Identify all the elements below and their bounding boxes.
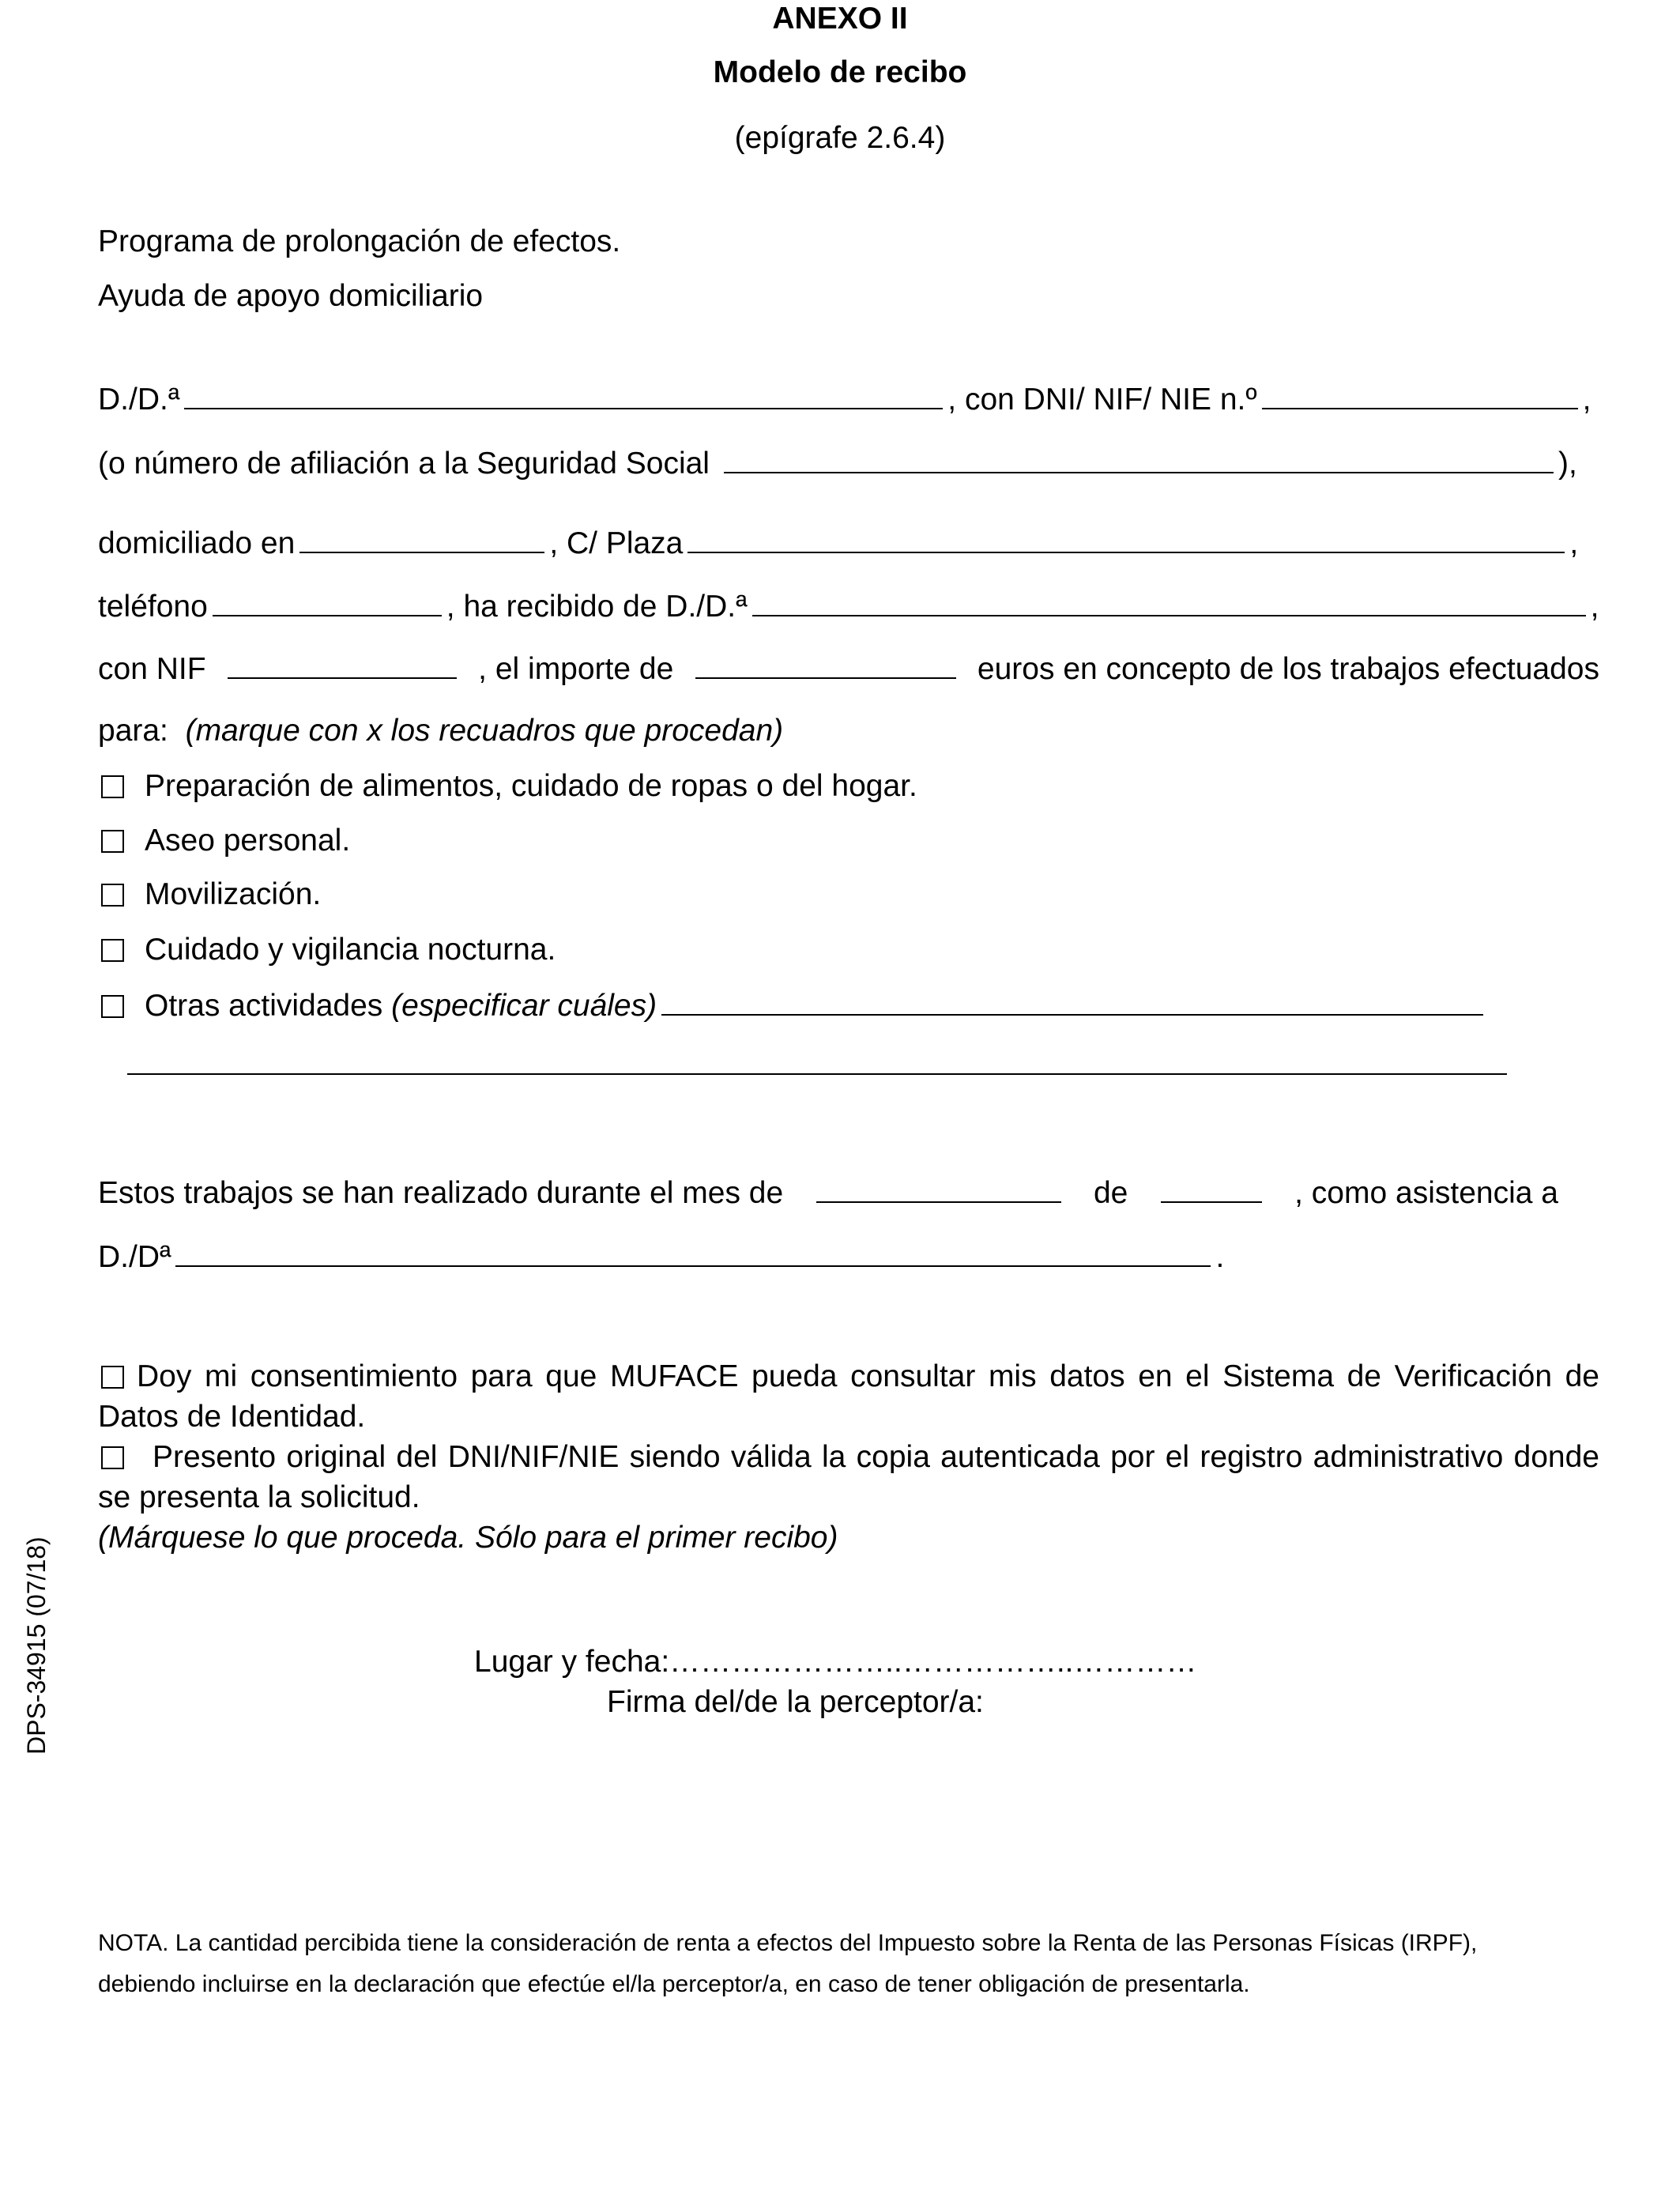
- consent-text-2: Presento original del DNI/NIF/NIE siendo válida la copia autenticada por el registro administrativo donde se presenta la solicitud.: [98, 1440, 1599, 1514]
- annex-heading: ANEXO II: [772, 2, 908, 36]
- consent-text-1: Doy mi consentimiento para que MUFACE pueda consultar mis datos en el Sistema de Verificación de Datos de Identidad.: [98, 1359, 1599, 1434]
- para-hint: (marque con x los recuadros que procedan): [185, 714, 784, 748]
- amount-field[interactable]: [695, 650, 956, 679]
- phone-label: teléfono: [98, 590, 208, 624]
- para-label: para:: [98, 714, 168, 748]
- assisted-person-line: [98, 1238, 1224, 1275]
- checkbox[interactable]: [101, 1446, 124, 1469]
- consent-paragraph-1: [98, 1356, 1599, 1437]
- signature-label: Firma del/de la perceptor/a:: [607, 1685, 984, 1719]
- period-text: Estos trabajos se han realizado durante el mes de: [98, 1176, 784, 1210]
- assisted-person-field[interactable]: [175, 1238, 1211, 1267]
- other-activities-field[interactable]: [661, 987, 1483, 1016]
- consent-note: (Márquese lo que proceda. Sólo para el primer recibo): [98, 1521, 838, 1555]
- year-field[interactable]: [1161, 1174, 1262, 1203]
- activity-item: [101, 933, 556, 967]
- program-line-1: Programa de prolongación de efectos.: [98, 224, 621, 258]
- checkbox[interactable]: [101, 775, 124, 798]
- euros-label: euros en concepto de los trabajos efectuados: [977, 652, 1599, 686]
- nif-label: con NIF: [98, 652, 206, 686]
- social-security-line: [98, 445, 1577, 481]
- ss-label: (o número de afiliación a la Seguridad Social: [98, 447, 710, 481]
- document-code: DPS-34915 (07/18): [22, 1536, 51, 1755]
- other-activity-item: [101, 987, 1488, 1023]
- month-field[interactable]: [816, 1174, 1061, 1203]
- domicile-line: [98, 525, 1578, 561]
- comma: ,: [1590, 590, 1599, 624]
- other-hint: (especificar cuáles): [391, 989, 657, 1023]
- activity-label: Movilización.: [145, 877, 322, 911]
- activity-item: [101, 877, 321, 912]
- period-line: [98, 1174, 1558, 1211]
- comma: ,: [1569, 526, 1579, 560]
- checkbox[interactable]: [101, 995, 124, 1018]
- activity-item: [101, 769, 917, 804]
- ss-close: ),: [1558, 447, 1577, 481]
- received-label: , ha recibido de D./D.ª: [446, 590, 748, 624]
- beneficiary-line: [98, 381, 1591, 417]
- footer-note-line-2: debiendo incluirse en la declaración que efectúe el/la perceptor/a, en caso de tener obligación de presentarla.: [98, 1971, 1250, 1997]
- other-activities-field-line-2[interactable]: [127, 1073, 1507, 1075]
- checkbox[interactable]: [101, 1366, 124, 1389]
- para-line: [98, 714, 783, 748]
- dni-field[interactable]: [1262, 381, 1578, 409]
- domicile-label: domiciliado en: [98, 526, 296, 560]
- form-subtitle: (epígrafe 2.6.4): [734, 121, 946, 155]
- checkbox[interactable]: [101, 939, 124, 962]
- consent-paragraph-2: [98, 1437, 1599, 1517]
- footer-note-line-1: NOTA. La cantidad percibida tiene la consideración de renta a efectos del Impuesto sobre la Renta de las Personas Físicas (IRPF),: [98, 1930, 1478, 1956]
- activity-label: Aseo personal.: [145, 824, 351, 858]
- domicile-field[interactable]: [299, 525, 544, 553]
- assist-label: , como asistencia a: [1294, 1176, 1558, 1210]
- nif-field[interactable]: [228, 650, 457, 679]
- payer-name-field[interactable]: [752, 588, 1586, 616]
- de-label: de: [1093, 1176, 1128, 1210]
- checkbox[interactable]: [101, 830, 124, 853]
- activity-item: [101, 824, 350, 858]
- name-field[interactable]: [184, 381, 943, 409]
- assisted-d-label: D./Dª: [98, 1240, 171, 1274]
- comma: ,: [1582, 383, 1591, 417]
- activity-label: Cuidado y vigilancia nocturna.: [145, 933, 556, 967]
- amount-label: , el importe de: [478, 652, 674, 686]
- form-title: Modelo de recibo: [713, 55, 967, 89]
- ss-number-field[interactable]: [724, 445, 1554, 473]
- phone-line: [98, 588, 1599, 624]
- checkbox[interactable]: [101, 884, 124, 907]
- street-field[interactable]: [687, 525, 1565, 553]
- period-end: .: [1215, 1240, 1225, 1274]
- street-label: , C/ Plaza: [549, 526, 684, 560]
- other-label: Otras actividades: [145, 989, 383, 1023]
- dni-label: , con DNI/ NIF/ NIE n.º: [947, 383, 1257, 417]
- program-line-2: Ayuda de apoyo domiciliario: [98, 279, 484, 313]
- place-date: Lugar y fecha:…………………..……………..…………: [474, 1645, 1197, 1679]
- d-prefix-label: D./D.ª: [98, 383, 180, 417]
- activity-label: Preparación de alimentos, cuidado de ropas o del hogar.: [145, 769, 917, 803]
- amount-line: [98, 650, 1599, 687]
- phone-field[interactable]: [213, 588, 442, 616]
